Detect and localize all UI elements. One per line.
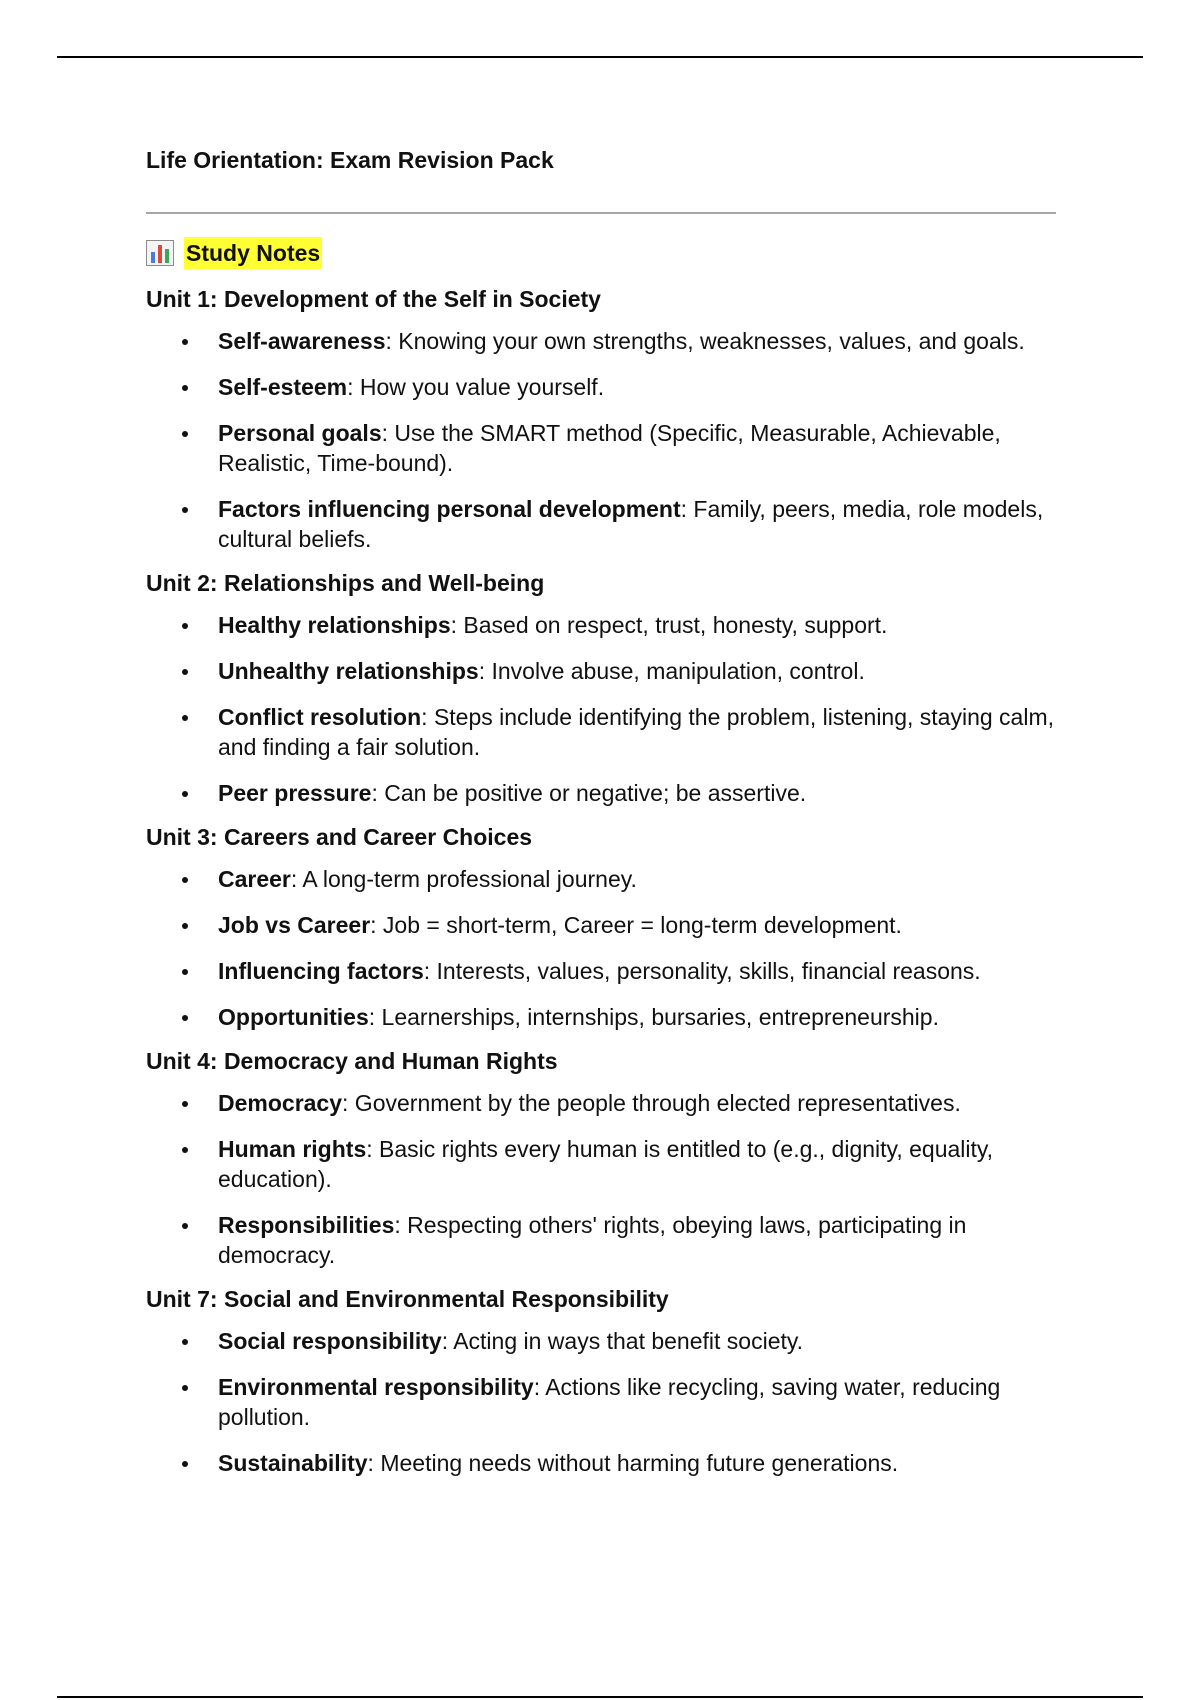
bullet-icon bbox=[182, 923, 188, 929]
unit-heading: Unit 1: Development of the Self in Society bbox=[146, 286, 601, 312]
bullet-icon bbox=[182, 1385, 188, 1391]
term: Peer pressure bbox=[218, 780, 372, 806]
unit-heading: Unit 4: Democracy and Human Rights bbox=[146, 1048, 558, 1074]
bullet-icon bbox=[182, 623, 188, 629]
definition: : Interests, values, personality, skills, financial reasons. bbox=[423, 958, 981, 984]
list-item bbox=[146, 326, 1058, 356]
bullet-icon bbox=[182, 385, 188, 391]
bullet-icon bbox=[182, 715, 188, 721]
page-top-rule bbox=[57, 56, 1143, 58]
list-item bbox=[146, 910, 1058, 940]
bullet-icon bbox=[182, 791, 188, 797]
list-item bbox=[146, 494, 1058, 554]
term: Conflict resolution bbox=[218, 704, 422, 730]
bullet-icon bbox=[182, 431, 188, 437]
term: Environmental responsibility bbox=[218, 1374, 534, 1400]
list-item bbox=[146, 1088, 1058, 1118]
unit-heading: Unit 7: Social and Environmental Responsibility bbox=[146, 1286, 669, 1312]
section-heading-study-notes bbox=[146, 236, 1056, 270]
definition: : Can be positive or negative; be assertive. bbox=[371, 780, 807, 806]
section-label: Study Notes bbox=[184, 237, 322, 269]
bullet-icon bbox=[182, 1147, 188, 1153]
definition: : Actions like recycling, saving water, reducing pollution. bbox=[218, 1374, 1001, 1430]
definition: : Job = short-term, Career = long-term development. bbox=[370, 912, 902, 938]
bullet-icon bbox=[182, 1101, 188, 1107]
term: Personal goals bbox=[218, 420, 382, 446]
definition: : A long-term professional journey. bbox=[290, 866, 637, 892]
definition: : Knowing your own strengths, weaknesses, values, and goals. bbox=[385, 328, 1025, 354]
definition: : Family, peers, media, role models, cultural beliefs. bbox=[218, 496, 1044, 552]
list-item bbox=[146, 702, 1058, 762]
term: Career bbox=[218, 866, 291, 892]
unit-heading: Unit 2: Relationships and Well-being bbox=[146, 570, 545, 596]
definition: : Based on respect, trust, honesty, support. bbox=[450, 612, 888, 638]
bullet-icon bbox=[182, 339, 188, 345]
term: Job vs Career bbox=[218, 912, 371, 938]
definition: : Basic rights every human is entitled to (e.g., dignity, equality, education). bbox=[218, 1136, 994, 1192]
list-item bbox=[146, 1326, 1058, 1356]
list-item bbox=[146, 372, 1058, 402]
definition: : Acting in ways that benefit society. bbox=[441, 1328, 804, 1354]
unit-list bbox=[146, 326, 1056, 554]
list-item bbox=[146, 778, 1058, 808]
term: Influencing factors bbox=[218, 958, 424, 984]
term: Healthy relationships bbox=[218, 612, 451, 638]
list-item bbox=[146, 1210, 1058, 1270]
definition: : Learnerships, internships, bursaries, entrepreneurship. bbox=[368, 1004, 939, 1030]
term: Human rights bbox=[218, 1136, 367, 1162]
definition: : Use the SMART method (Specific, Measurable, Achievable, Realistic, Time-bound). bbox=[218, 420, 1001, 476]
term: Democracy bbox=[218, 1090, 343, 1116]
title-divider bbox=[146, 212, 1056, 214]
page-bottom-rule bbox=[57, 1696, 1143, 1698]
bullet-icon bbox=[182, 1015, 188, 1021]
unit-list bbox=[146, 1088, 1056, 1270]
term: Responsibilities bbox=[218, 1212, 395, 1238]
definition: : Respecting others' rights, obeying laws, participating in democracy. bbox=[218, 1212, 967, 1268]
list-item bbox=[146, 418, 1058, 478]
bullet-icon bbox=[182, 669, 188, 675]
definition: : Government by the people through elected representatives. bbox=[342, 1090, 961, 1116]
bullet-icon bbox=[182, 1461, 188, 1467]
term: Unhealthy relationships bbox=[218, 658, 479, 684]
list-item bbox=[146, 1448, 1058, 1478]
definition: : How you value yourself. bbox=[347, 374, 605, 400]
unit-list bbox=[146, 864, 1056, 1032]
term: Social responsibility bbox=[218, 1328, 442, 1354]
term: Opportunities bbox=[218, 1004, 369, 1030]
document-body bbox=[146, 140, 1056, 1478]
list-item bbox=[146, 1002, 1058, 1032]
unit-list bbox=[146, 1326, 1056, 1478]
bullet-icon bbox=[182, 1339, 188, 1345]
term: Factors influencing personal development bbox=[218, 496, 681, 522]
definition: : Meeting needs without harming future generations. bbox=[367, 1450, 899, 1476]
definition: : Involve abuse, manipulation, control. bbox=[478, 658, 865, 684]
list-item bbox=[146, 1134, 1058, 1194]
term: Sustainability bbox=[218, 1450, 368, 1476]
bullet-icon bbox=[182, 1223, 188, 1229]
definition: : Steps include identifying the problem, listening, staying calm, and finding a fair solution. bbox=[218, 704, 1055, 760]
bar-chart-icon bbox=[146, 240, 174, 266]
document-title: Life Orientation: Exam Revision Pack bbox=[146, 147, 554, 173]
term: Self-awareness bbox=[218, 328, 386, 354]
list-item bbox=[146, 864, 1058, 894]
term: Self-esteem bbox=[218, 374, 348, 400]
list-item bbox=[146, 656, 1058, 686]
unit-list bbox=[146, 610, 1056, 808]
bullet-icon bbox=[182, 507, 188, 513]
list-item bbox=[146, 956, 1058, 986]
bullet-icon bbox=[182, 877, 188, 883]
list-item bbox=[146, 610, 1058, 640]
unit-heading: Unit 3: Careers and Career Choices bbox=[146, 824, 533, 850]
list-item bbox=[146, 1372, 1058, 1432]
bullet-icon bbox=[182, 969, 188, 975]
